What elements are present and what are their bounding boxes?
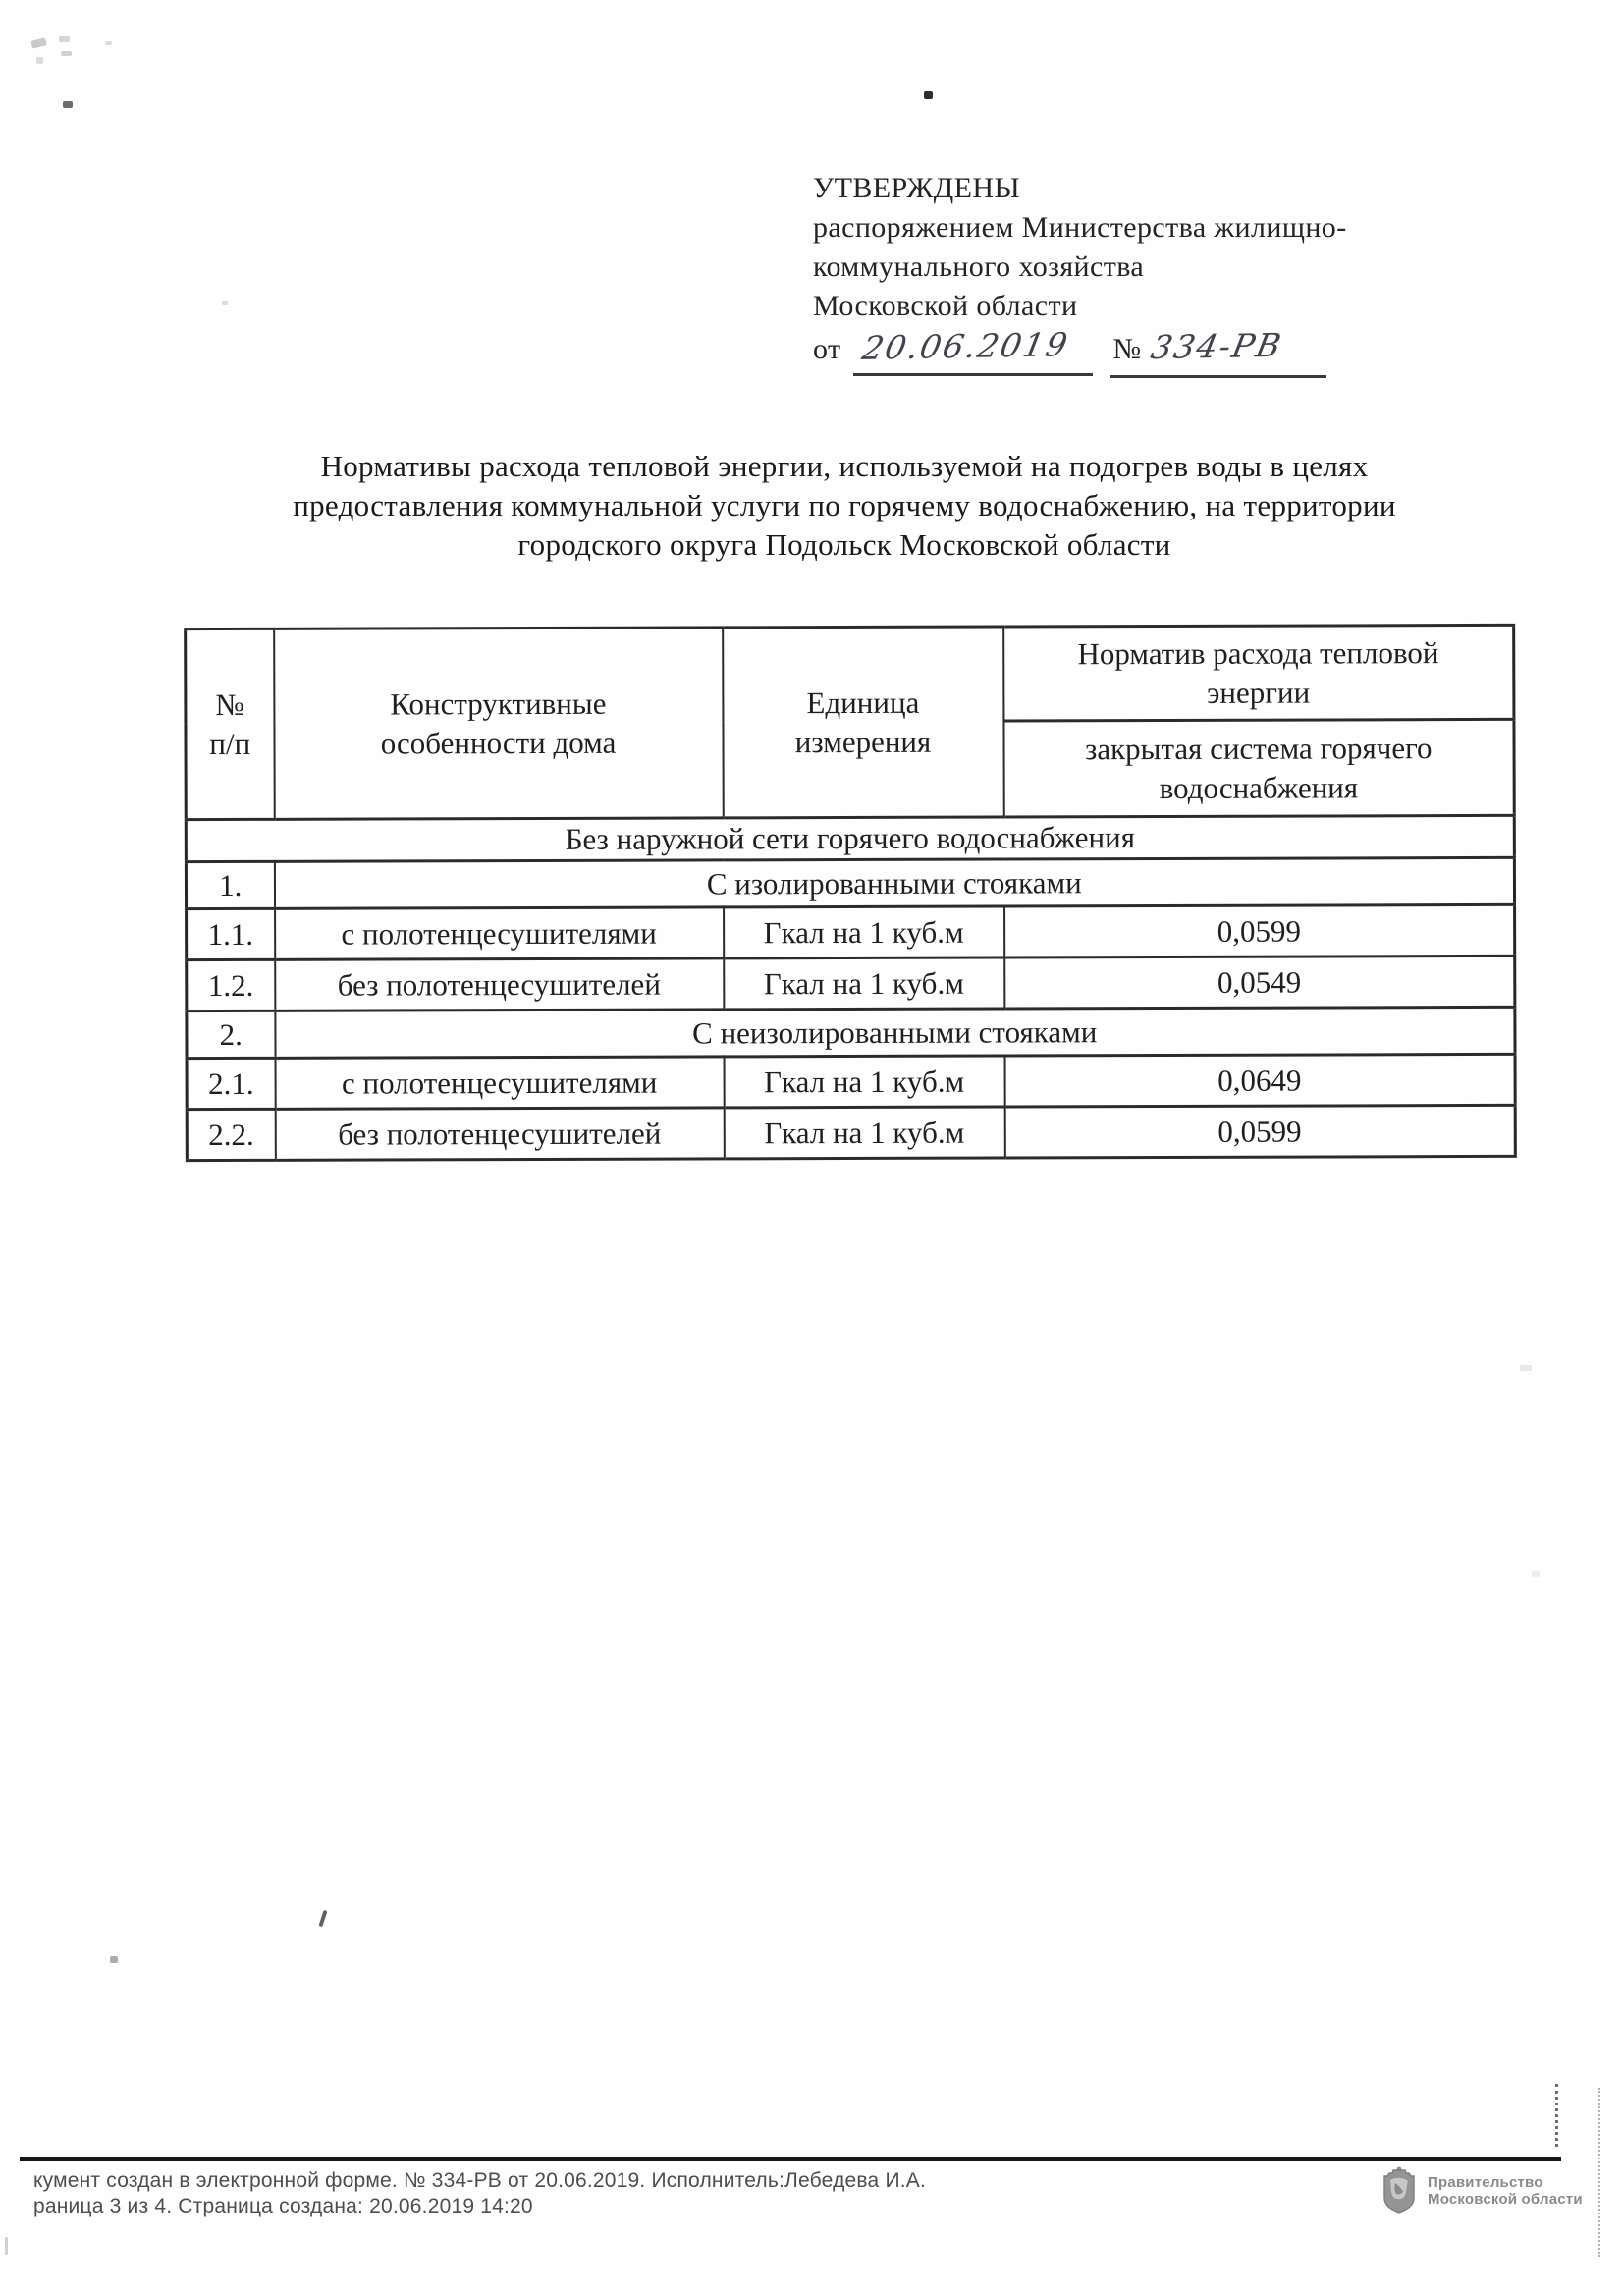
- cell-value: 0,0599: [1004, 1105, 1515, 1158]
- table-row: [187, 956, 1515, 1011]
- cell-unit: Гкал на 1 куб.м: [724, 906, 1004, 958]
- cell-num: 1.: [186, 861, 274, 908]
- date-from-label: от: [813, 333, 841, 365]
- table-header-row: [186, 625, 1514, 723]
- cell-unit: Гкал на 1 куб.м: [724, 957, 1004, 1010]
- footer-divider: [20, 2157, 1561, 2161]
- approval-date-number-line: [813, 325, 1363, 378]
- approval-line: Московской области: [813, 290, 1078, 322]
- table-row: [187, 904, 1515, 959]
- scan-edge-mark: [1598, 2088, 1600, 2257]
- section-cell: Без наружной сети горячего водоснабжения: [186, 815, 1514, 861]
- header-cell-unit: Единица измерения: [723, 627, 1004, 818]
- header-cell-num: № п/п: [186, 629, 275, 819]
- table-group-row: [187, 1007, 1515, 1058]
- header-cell-features: Конструктивные особенности дома: [274, 628, 724, 819]
- approval-line: УТВЕРЖДЕНЫ: [813, 172, 1021, 204]
- approval-block: [813, 169, 1363, 378]
- footer-meta-line: раница 3 из 4. Страница создана: 20.06.2019 14:20: [33, 2195, 533, 2217]
- handwritten-number: 334-РВ: [1147, 325, 1286, 367]
- table-group-row: [186, 857, 1514, 908]
- header-cell-norm: Норматив расхода тепловой энергии: [1003, 625, 1514, 721]
- cell-value: 0,0549: [1004, 956, 1515, 1009]
- cell-feature: без полотенцесушителей: [275, 958, 724, 1011]
- handwritten-number-field: [1110, 325, 1326, 378]
- cell-feature: с полотенцесушителями: [275, 1057, 724, 1109]
- cell-feature: с полотенцесушителями: [275, 907, 724, 959]
- title-line: Нормативы расхода тепловой энергии, используемой на подогрев воды в целях: [320, 449, 1369, 483]
- moscow-region-emblem-icon: [1380, 2166, 1418, 2214]
- cell-value: 0,0649: [1004, 1054, 1515, 1107]
- handwritten-date: 20.06.2019: [858, 325, 1072, 367]
- footer-meta-line: кумент создан в электронной форме. № 334-РВ от 20.06.2019. Исполнитель:Лебедева И.А.: [33, 2169, 927, 2192]
- government-logo: [1380, 2166, 1583, 2214]
- table-row: [187, 1054, 1515, 1109]
- number-sign: №: [1112, 333, 1142, 365]
- title-line: городского округа Подольск Московской области: [517, 527, 1171, 562]
- cell-num: 1.2.: [187, 959, 275, 1011]
- cell-num: 2.2.: [187, 1109, 275, 1160]
- document-title: [162, 447, 1527, 565]
- header-cell-norm-sub: закрытая система горячего водоснабжения: [1003, 719, 1514, 817]
- cell-group-label: С неизолированными стояками: [275, 1007, 1515, 1058]
- norms-table: [184, 624, 1517, 1162]
- cell-unit: Гкал на 1 куб.м: [724, 1107, 1004, 1159]
- scan-edge-mark: [1555, 2084, 1558, 2147]
- cell-feature: без полотенцесушителей: [275, 1108, 724, 1160]
- table-row: [187, 1105, 1515, 1160]
- government-logo-text: Правительство Московской области: [1428, 2174, 1583, 2208]
- cell-group-label: С изолированными стояками: [274, 857, 1514, 908]
- cell-value: 0,0599: [1004, 904, 1515, 957]
- approval-line: коммунального хозяйства: [813, 250, 1145, 283]
- footer-meta: [33, 2168, 926, 2219]
- cell-unit: Гкал на 1 куб.м: [724, 1056, 1004, 1108]
- cell-num: 2.1.: [187, 1058, 275, 1109]
- title-line: предоставления коммунальной услуги по горячему водоснабжению, на территории: [293, 488, 1396, 522]
- table-section-row: [186, 815, 1514, 861]
- handwritten-date-field: [853, 325, 1094, 376]
- approval-line: распоряжением Министерства жилищно-: [813, 211, 1347, 244]
- cell-num: 2.: [187, 1011, 275, 1058]
- cell-num: 1.1.: [187, 908, 275, 959]
